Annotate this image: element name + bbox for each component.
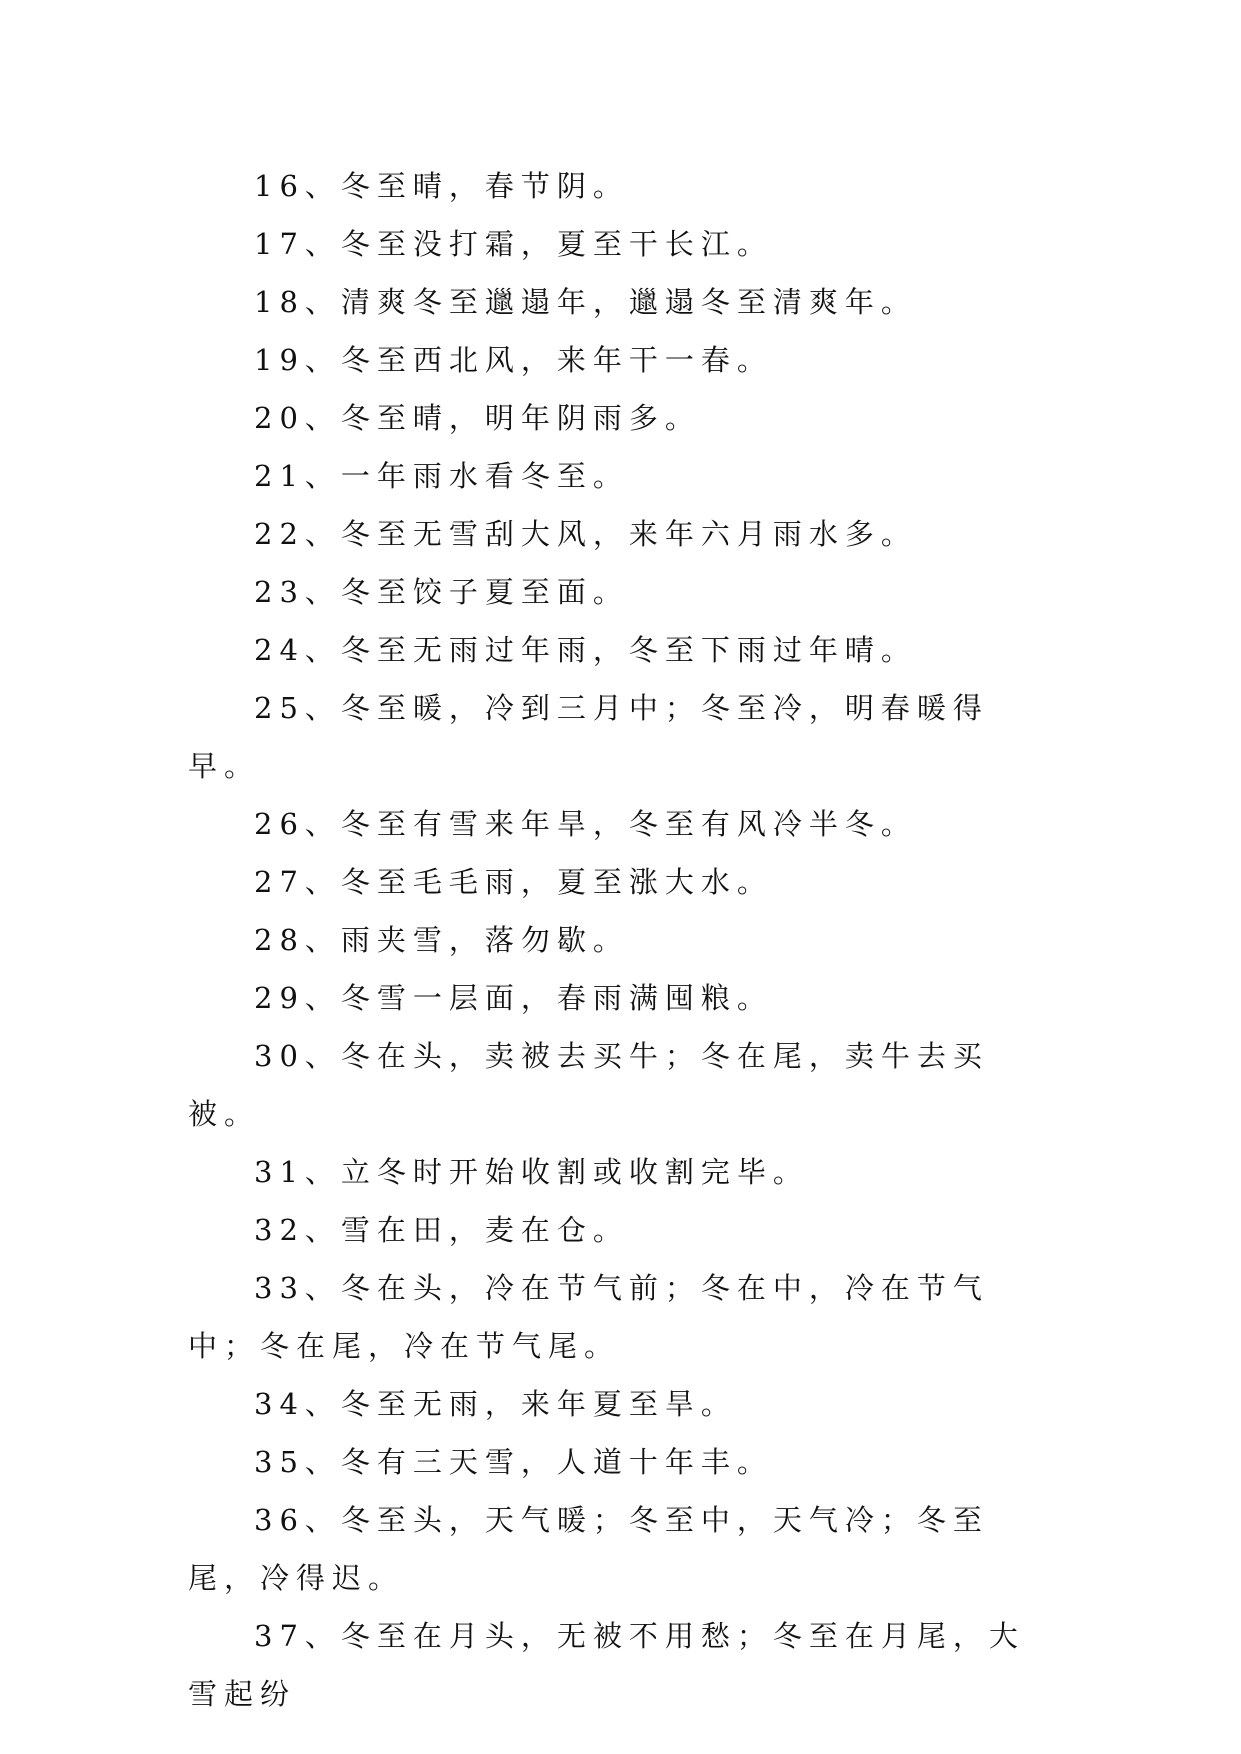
proverb-item: 32、雪在田，麦在仓。: [254, 1213, 629, 1247]
proverb-item: 31、立冬时开始收割或收割完毕。: [254, 1155, 809, 1189]
proverb-item: 22、冬至无雪刮大风，来年六月雨水多。: [254, 517, 917, 551]
proverb-item: 28、雨夹雪，落勿歇。: [254, 923, 629, 957]
proverb-item: 26、冬至有雪来年旱，冬至有风冷半冬。: [254, 807, 917, 841]
proverb-item: 29、冬雪一层面，春雨满囤粮。: [254, 981, 773, 1015]
proverb-item: 35、冬有三天雪，人道十年丰。: [254, 1445, 773, 1479]
proverb-item: 18、清爽冬至邋遢年，邋遢冬至清爽年。: [254, 285, 917, 319]
proverb-item: 16、冬至晴，春节阴。: [254, 169, 629, 203]
proverb-item: 17、冬至没打霜，夏至干长江。: [254, 227, 773, 261]
proverb-item: 25、冬至暖，冷到三月中；冬至冷，明春暖得早。: [188, 691, 989, 783]
proverb-item: 19、冬至西北风，来年干一春。: [254, 343, 773, 377]
proverb-item: 33、冬在头，冷在节气前；冬在中，冷在节气中；冬在尾，冷在节气尾。: [188, 1271, 989, 1363]
proverb-item: 21、一年雨水看冬至。: [254, 459, 629, 493]
proverb-item: 36、冬至头，天气暖；冬至中，天气冷；冬至尾，冷得迟。: [188, 1503, 989, 1595]
proverb-item: 37、冬至在月头，无被不用愁；冬至在月尾，大雪起纷: [188, 1619, 1025, 1711]
proverb-item: 30、冬在头，卖被去买牛；冬在尾，卖牛去买被。: [188, 1039, 989, 1131]
proverb-item: 34、冬至无雨，来年夏至旱。: [254, 1387, 737, 1421]
proverb-item: 24、冬至无雨过年雨，冬至下雨过年晴。: [254, 633, 917, 667]
proverb-item: 23、冬至饺子夏至面。: [254, 575, 629, 609]
proverb-item: 20、冬至晴，明年阴雨多。: [254, 401, 701, 435]
proverb-item: 27、冬至毛毛雨，夏至涨大水。: [254, 865, 773, 899]
proverb-list: [188, 157, 1058, 1723]
